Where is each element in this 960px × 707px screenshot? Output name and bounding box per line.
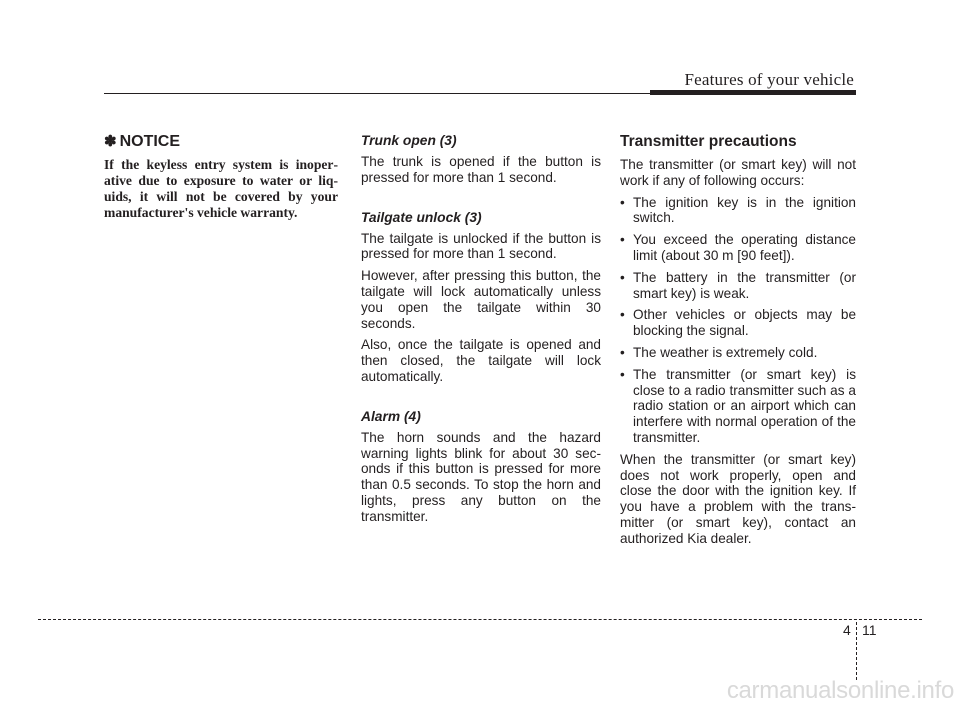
- section-title-header: Features of your vehicle: [684, 70, 854, 89]
- tailgate-heading: Tailgate unlock (3): [361, 209, 482, 225]
- precautions-title: Transmitter precautions: [620, 133, 797, 150]
- tailgate-paragraph: Also, once the tailgate is opened and then closed, the tailgate will lock automatically.: [361, 337, 601, 384]
- trunk-paragraph: The trunk is opened if the button is pressed for more than 1 second.: [361, 154, 601, 185]
- notice-title: NOTICE: [119, 133, 181, 150]
- page-number: 11: [862, 622, 877, 638]
- header-accent-bar: [650, 90, 856, 95]
- watermark: carmanualsonline.info: [726, 677, 954, 704]
- column-precautions: [620, 132, 856, 553]
- column-notice: [104, 132, 338, 221]
- list-item: • The battery in the transmitter (or smart key) is weak.: [620, 269, 856, 301]
- alarm-paragraph: The horn sounds and the hazard warning lights blink for about 30 seconds if this button is pressed for more than 0.5 seconds. To stop the horn and lights, press any button on the transmitter.: [361, 429, 601, 524]
- footer-rule: [38, 619, 922, 620]
- tailgate-paragraph: The tailgate is unlocked if the button is pressed for more than 1 second.: [361, 230, 601, 262]
- bullet-icon: •: [620, 232, 625, 248]
- bullet-icon: •: [620, 307, 625, 323]
- list-item: • The transmitter (or smart key) is close to a radio transmitter such as a radio station or an airport which can interfere with normal operation of the transmitter.: [620, 366, 856, 445]
- notice-body: If the keyless entry system is inoperative due to exposure to water or liquids, it will not be covered by your manufacturer's vehicle warranty.: [104, 157, 338, 220]
- bullet-icon: •: [620, 269, 625, 285]
- bullet-icon: •: [620, 344, 625, 360]
- list-item: • The ignition key is in the ignition switch.: [620, 194, 856, 226]
- precautions-closing: When the transmitter (or smart key) does not work properly, open and close the door with the ignition key. If you have a problem with the transmitter (or smart key), contact an authorized Kia dealer.: [620, 451, 856, 546]
- list-item: • You exceed the operating distance limit (about 30 m [90 feet]).: [620, 232, 856, 263]
- trunk-heading: Trunk open (3): [361, 133, 457, 148]
- alarm-heading: Alarm (4): [361, 408, 421, 424]
- chapter-number: 4: [843, 622, 851, 638]
- precautions-intro: The transmitter (or smart key) will not work if any of following occurs:: [620, 157, 856, 188]
- page-number-divider: [856, 622, 857, 680]
- list-item: • Other vehicles or objects may be blocking the signal.: [620, 307, 856, 339]
- notice-heading: [104, 132, 338, 152]
- notice-star-icon: ✽: [104, 133, 117, 150]
- tailgate-paragraph: However, after pressing this button, the tailgate will lock automatically unless you open the tailgate within 30 seconds.: [361, 268, 601, 331]
- precautions-list: [620, 195, 856, 446]
- list-item: • The weather is extremely cold.: [620, 344, 818, 360]
- bullet-icon: •: [620, 366, 625, 382]
- bullet-icon: •: [620, 194, 625, 210]
- column-buttons: [361, 132, 601, 531]
